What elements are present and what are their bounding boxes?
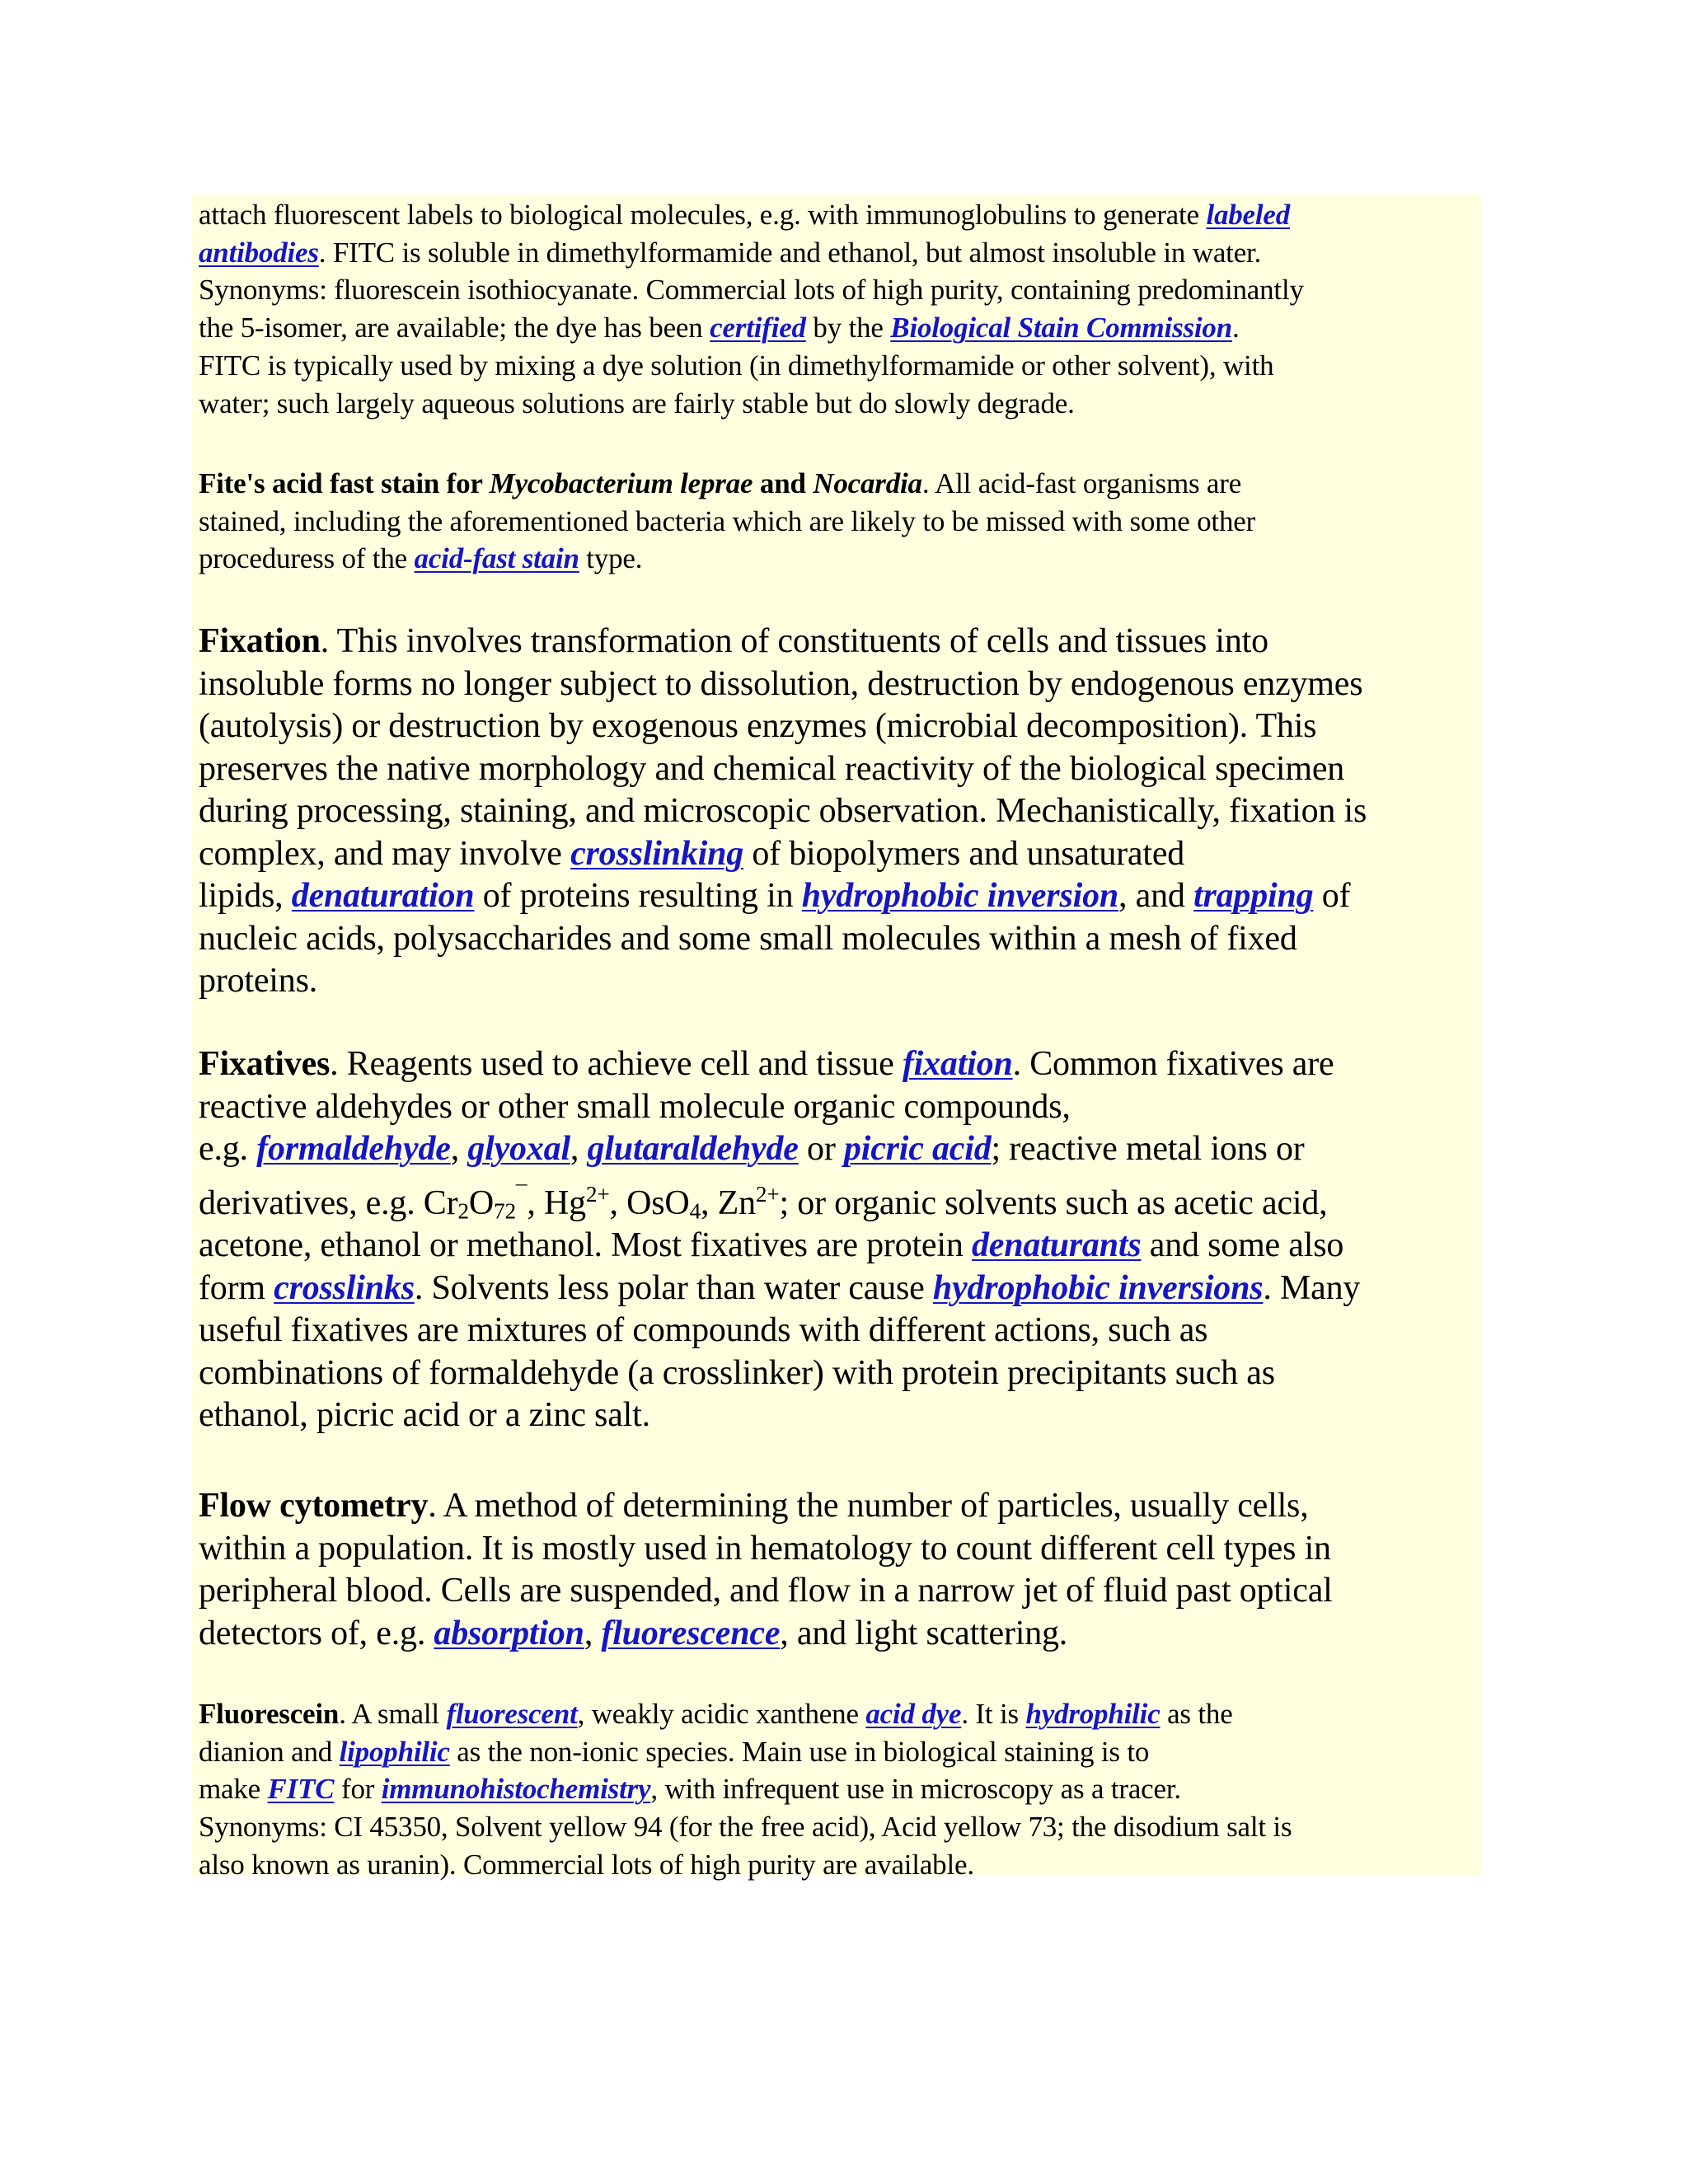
fite-text: type.	[579, 542, 643, 575]
link-hydrophobic-inversions[interactable]: hydrophobic inversions	[932, 1268, 1264, 1307]
link-formaldehyde[interactable]: formaldehyde	[256, 1130, 451, 1168]
fitc-text: . FITC is soluble in dimethylformamide and ethanol, but almost insoluble in water.	[318, 236, 1262, 269]
link-fixation[interactable]: fixation	[902, 1045, 1013, 1083]
flow-line-1	[199, 1485, 1480, 1528]
link-absorption[interactable]: absorption	[434, 1614, 584, 1652]
link-biological-stain-commission[interactable]: Biological Stain Commission	[890, 312, 1232, 344]
fitc-paragraph	[199, 196, 1480, 422]
fixatives-text: , Zn	[701, 1183, 756, 1222]
fixation-line-7	[199, 875, 1480, 918]
fixation-text: of proteins resulting in	[474, 877, 802, 915]
fluorescein-text: , weakly acidic xanthene	[577, 1698, 866, 1730]
fluorescein-term: Fluorescein	[199, 1698, 340, 1730]
fixatives-text: acetone, ethanol or methanol. Most fixatives are protein	[199, 1226, 972, 1264]
link-denaturants[interactable]: denaturants	[971, 1226, 1142, 1264]
fixatives-text: ; reactive metal ions or	[991, 1130, 1305, 1168]
fixatives-text: . Common fixatives are	[1012, 1045, 1334, 1083]
link-fluorescent[interactable]: fluorescent	[446, 1698, 578, 1730]
fite-organism-2: Nocardia	[813, 467, 922, 499]
fluorescein-text: , with infrequent use in microscopy as a tracer.	[650, 1773, 1181, 1806]
fitc-line-5	[199, 347, 1480, 385]
link-glutaraldehyde[interactable]: glutaraldehyde	[587, 1130, 799, 1168]
fite-text: . All acid-fast organisms are	[921, 467, 1242, 499]
fixatives-line-1	[199, 1043, 1480, 1086]
link-labeled[interactable]: labeled	[1206, 199, 1291, 231]
flow-line-4	[199, 1613, 1480, 1656]
fixation-line-1	[199, 621, 1480, 663]
fixatives-text: , OsO	[609, 1183, 690, 1222]
fluorescein-line-2	[199, 1733, 1480, 1771]
link-certified[interactable]: certified	[710, 312, 806, 344]
fite-line-1	[199, 465, 1480, 503]
flow-line-3: peripheral blood. Cells are suspended, and flow in a narrow jet of fluid past optical	[199, 1572, 1333, 1610]
fluorescein-text: as the non-ionic species. Main use in biological staining is to	[449, 1735, 1150, 1768]
fite-entry	[199, 465, 1480, 578]
flow-text: , and light scattering.	[780, 1614, 1068, 1652]
fixation-text: of	[1313, 877, 1351, 915]
fixatives-line-8: combinations of formaldehyde (a crosslinker) with protein precipitants such as	[199, 1353, 1275, 1392]
fixation-line-9: proteins.	[199, 962, 318, 1000]
link-denaturation[interactable]: denaturation	[291, 877, 475, 915]
fluorescein-text: dianion and	[199, 1735, 340, 1768]
fluorescein-line-4: Synonyms: CI 45350, Solvent yellow 94 (for the free acid), Acid yellow 73; the disodium salt is	[199, 1811, 1292, 1844]
fixatives-line-3	[199, 1128, 1480, 1171]
link-antibodies[interactable]: antibodies	[199, 236, 319, 269]
fluorescein-text: . A small	[339, 1698, 447, 1730]
fixatives-text: derivatives, e.g. Cr	[199, 1183, 458, 1222]
fixation-line-3: (autolysis) or destruction by exogenous enzymes (microbial decomposition). This	[199, 707, 1317, 745]
flow-text: detectors of, e.g.	[199, 1614, 434, 1652]
link-acid-fast-stain[interactable]: acid-fast stain	[414, 542, 579, 575]
fixatives-text: form	[199, 1268, 274, 1307]
subscript: 2	[457, 1197, 469, 1223]
fixatives-entry	[199, 1043, 1480, 1437]
fluorescein-text: for	[334, 1773, 382, 1806]
fluorescein-line-1	[199, 1695, 1480, 1733]
fixation-text: , and	[1118, 877, 1193, 915]
superscript: 2+	[585, 1181, 610, 1207]
subscript: 4	[689, 1197, 701, 1223]
fite-line-3	[199, 540, 1480, 578]
fixation-entry	[199, 621, 1480, 1003]
fitc-text: the 5-isomer, are available; the dye has been	[199, 312, 710, 344]
link-picric-acid[interactable]: picric acid	[843, 1130, 992, 1168]
link-crosslinks[interactable]: crosslinks	[274, 1268, 415, 1307]
fitc-text: water; such largely aqueous solutions are fairly stable but do slowly degrade.	[199, 387, 1075, 419]
fluorescein-text: make	[199, 1773, 268, 1806]
flow-text: . A method of determining the number of particles, usually cells,	[428, 1487, 1309, 1525]
fitc-line-6	[199, 385, 1480, 423]
link-hydrophobic-inversion[interactable]: hydrophobic inversion	[801, 877, 1119, 915]
fixatives-line-2: reactive aldehydes or other small molecule organic compounds,	[199, 1087, 1071, 1126]
fite-organism-1: Mycobacterium leprae	[489, 467, 753, 499]
fixatives-line-6	[199, 1268, 1480, 1310]
fluorescein-text: . It is	[961, 1698, 1026, 1730]
fixatives-text: O	[468, 1183, 494, 1222]
fixatives-term: Fixatives	[199, 1045, 331, 1083]
fixatives-line-5	[199, 1225, 1480, 1268]
link-hydrophilic[interactable]: hydrophilic	[1025, 1698, 1160, 1730]
fitc-text: .	[1232, 312, 1240, 344]
fixation-term: Fixation	[199, 622, 321, 660]
fite-text: proceduress of the	[199, 542, 415, 575]
fite-heading-and: and	[753, 467, 814, 499]
flow-cytometry-entry	[199, 1485, 1480, 1655]
flow-term: Flow cytometry	[199, 1487, 429, 1525]
fixatives-text: e.g.	[199, 1130, 257, 1168]
fite-heading: Fite's acid fast stain for	[199, 467, 490, 499]
fixation-text: . This involves transformation of constituents of cells and tissues into	[320, 622, 1268, 660]
fixation-text: of biopolymers and unsaturated	[743, 834, 1185, 873]
flow-line-2: within a population. It is mostly used in hematology to count different cell types in	[199, 1529, 1331, 1568]
fixatives-text: . Many	[1263, 1268, 1361, 1307]
fluorescein-text: as the	[1160, 1698, 1233, 1730]
fixation-text: lipids,	[199, 877, 292, 915]
fixation-line-4: preserves the native morphology and chemical reactivity of the biological specimen	[199, 749, 1345, 788]
fixatives-line-4	[199, 1183, 1480, 1226]
fitc-text: attach fluorescent labels to biological molecules, e.g. with immunoglobulins to generate	[199, 199, 1207, 231]
fixatives-text: ,	[450, 1130, 468, 1168]
fitc-line-1	[199, 196, 1480, 234]
fitc-line-2	[199, 234, 1480, 272]
subscript: 72	[494, 1197, 516, 1223]
fluorescein-entry	[199, 1695, 1480, 1884]
fluorescein-line-5: also known as uranin). Commercial lots of high purity are available.	[199, 1848, 974, 1881]
link-fluorescence[interactable]: fluorescence	[601, 1614, 781, 1652]
fixation-text: complex, and may involve	[199, 834, 571, 873]
fixatives-line-9: ethanol, picric acid or a zinc salt.	[199, 1396, 650, 1434]
fitc-line-3	[199, 271, 1480, 309]
fixatives-text: , Hg	[527, 1183, 586, 1222]
fitc-text: FITC is typically used by mixing a dye solution (in dimethylformamide or other solvent), with	[199, 349, 1274, 382]
fite-line-2: stained, including the aforementioned bacteria which are likely to be missed with some other	[199, 504, 1256, 537]
superscript: 2+	[755, 1181, 780, 1207]
fixatives-line-7: useful fixatives are mixtures of compounds with different actions, such as	[199, 1311, 1208, 1349]
link-acid-dye[interactable]: acid dye	[865, 1698, 962, 1730]
superscript: ¯	[515, 1181, 528, 1207]
flow-text: ,	[584, 1614, 602, 1652]
link-crosslinking[interactable]: crosslinking	[570, 834, 744, 873]
fixation-line-2: insoluble forms no longer subject to dissolution, destruction by endogenous enzymes	[199, 664, 1363, 703]
link-immunohistochemistry[interactable]: immunohistochemistry	[381, 1773, 651, 1806]
fixation-line-8: nucleic acids, polysaccharides and some small molecules within a mesh of fixed	[199, 919, 1297, 958]
link-trapping[interactable]: trapping	[1193, 877, 1314, 915]
fixatives-text: ; or organic solvents such as acetic acid,	[779, 1183, 1328, 1222]
fixatives-text: . Solvents less polar than water cause	[414, 1268, 933, 1307]
fluorescein-line-3	[199, 1770, 1480, 1808]
fixatives-text: . Reagents used to achieve cell and tissue	[330, 1045, 903, 1083]
fixation-line-6	[199, 833, 1480, 876]
link-lipophilic[interactable]: lipophilic	[339, 1735, 450, 1768]
fitc-text: by the	[805, 312, 891, 344]
link-glyoxal[interactable]: glyoxal	[467, 1130, 570, 1168]
fixatives-text: and some also	[1141, 1226, 1344, 1264]
link-fitc[interactable]: FITC	[267, 1773, 335, 1806]
fitc-line-4	[199, 309, 1480, 347]
fitc-text: Synonyms: fluorescein isothiocyanate. Commercial lots of high purity, containing predominantly	[199, 274, 1304, 307]
fixatives-text: ,	[570, 1130, 588, 1168]
fixation-line-5: during processing, staining, and microscopic observation. Mechanistically, fixation is	[199, 792, 1367, 830]
fixatives-text: or	[798, 1130, 844, 1168]
